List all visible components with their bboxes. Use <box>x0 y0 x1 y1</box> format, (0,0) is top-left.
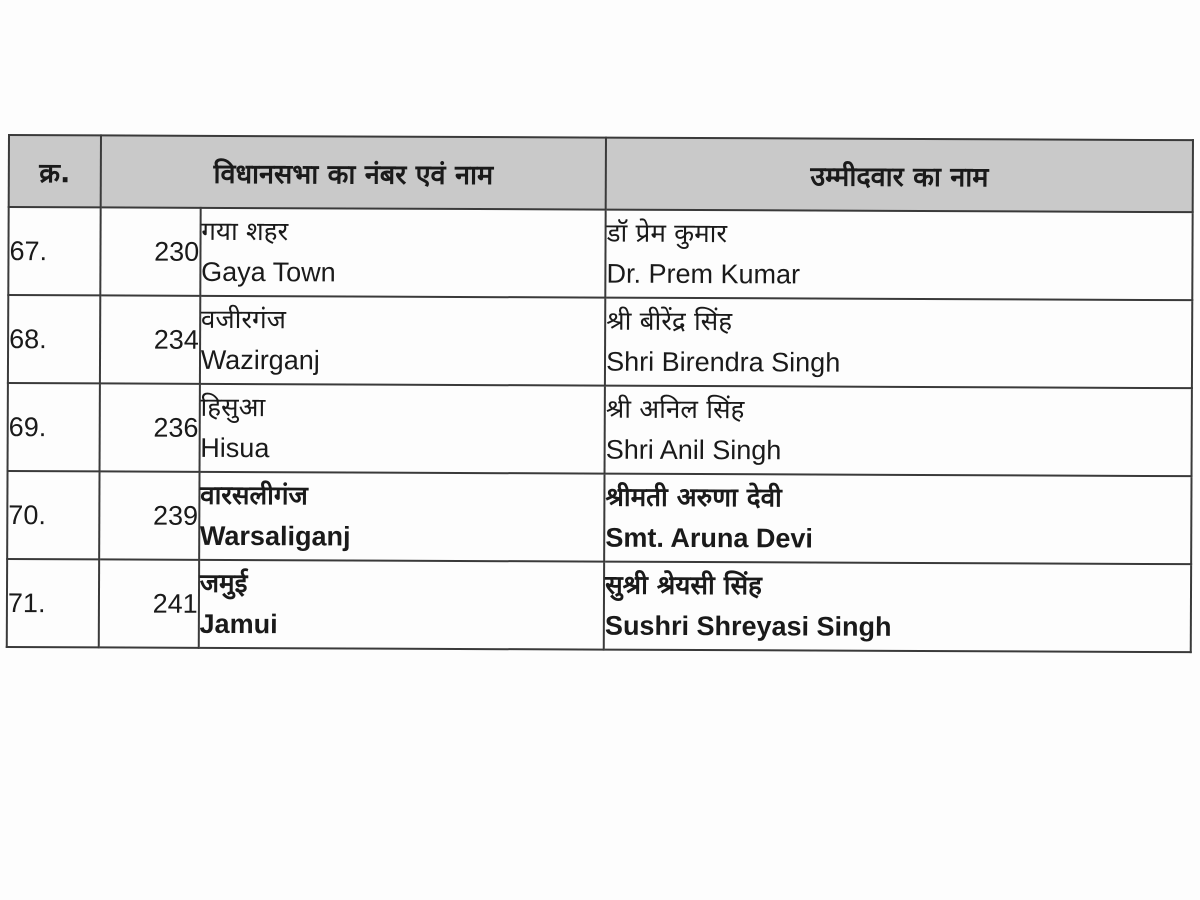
header-serial: क्र. <box>9 135 101 207</box>
candidate-name-english: Smt. Aruna Devi <box>605 522 813 554</box>
table-body <box>7 207 1193 652</box>
table-row <box>7 471 1191 564</box>
constituency-name <box>198 560 604 650</box>
constituency-number: 234 <box>100 295 200 383</box>
candidate-name-hindi: डॉ प्रेम कुमार <box>606 218 728 250</box>
constituency-name <box>200 296 606 386</box>
candidate-table <box>6 134 1194 653</box>
candidate-name-english: Dr. Prem Kumar <box>606 258 801 290</box>
table-row <box>7 559 1191 652</box>
candidate-name-english: Sushri Shreyasi Singh <box>604 610 892 642</box>
candidate-name <box>605 386 1192 477</box>
serial-number: 68. <box>8 295 100 383</box>
serial-number: 70. <box>7 471 99 559</box>
constituency-name-english: Hisua <box>200 432 270 464</box>
constituency-number: 230 <box>100 207 200 295</box>
table-header-row <box>9 135 1193 212</box>
serial-number: 71. <box>7 559 99 647</box>
candidate-name <box>604 474 1191 565</box>
constituency-name-english: Gaya Town <box>201 256 336 288</box>
header-candidate: उम्मीदवार का नाम <box>606 138 1193 213</box>
table-row <box>8 295 1192 388</box>
candidate-name-hindi: श्री बीरेंद्र सिंह <box>606 306 733 338</box>
constituency-name <box>199 384 605 474</box>
candidate-name-hindi: श्री अनिल सिंह <box>605 394 745 426</box>
candidate-name-hindi: सुश्री श्रेयसी सिंह <box>605 570 762 602</box>
constituency-name-english: Warsaliganj <box>199 520 351 552</box>
constituency-name-hindi: गया शहर <box>201 216 289 248</box>
constituency-name <box>200 208 606 298</box>
constituency-name-hindi: जमुई <box>199 568 248 600</box>
candidate-name-hindi: श्रीमती अरुणा देवी <box>605 482 782 514</box>
serial-number: 67. <box>8 207 100 295</box>
candidate-name-english: Shri Birendra Singh <box>606 346 841 378</box>
constituency-number: 236 <box>99 383 199 471</box>
candidate-name <box>604 562 1191 653</box>
constituency-name-english: Jamui <box>199 608 278 640</box>
constituency-name-hindi: वजीरगंज <box>200 304 287 336</box>
candidate-name <box>605 298 1192 389</box>
candidate-name <box>605 210 1192 301</box>
constituency-name-english: Wazirganj <box>200 344 320 376</box>
candidate-name-english: Shri Anil Singh <box>605 434 782 466</box>
serial-number: 69. <box>8 383 100 471</box>
constituency-number: 241 <box>99 559 199 647</box>
table-row <box>8 207 1192 300</box>
constituency-number: 239 <box>99 471 199 559</box>
header-constituency: विधानसभा का नंबर एवं नाम <box>101 135 607 209</box>
constituency-name-hindi: हिसुआ <box>200 392 266 424</box>
table-row <box>8 383 1192 476</box>
constituency-name <box>199 472 605 562</box>
constituency-name-hindi: वारसलीगंज <box>200 480 308 512</box>
